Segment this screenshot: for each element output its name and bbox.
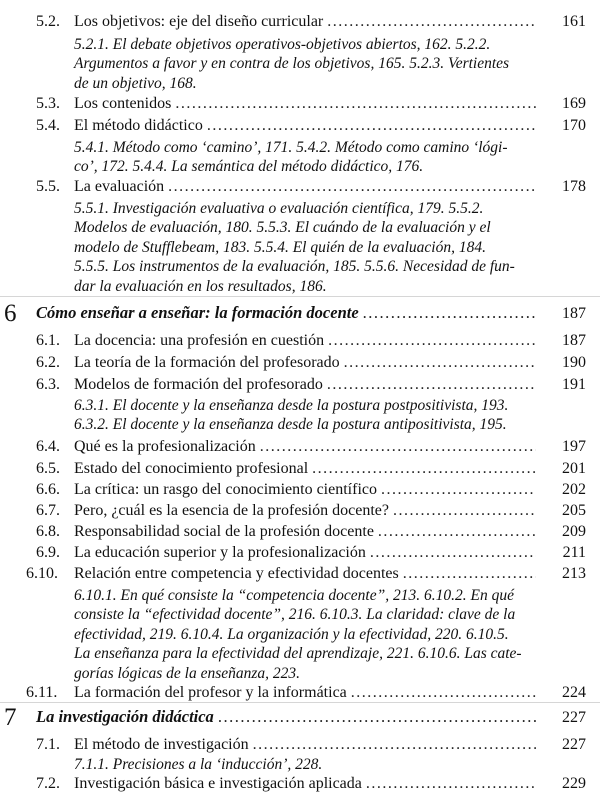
dot-leader bbox=[328, 331, 536, 351]
dot-leader bbox=[351, 683, 536, 703]
divider bbox=[0, 296, 600, 297]
page-number: 202 bbox=[562, 481, 586, 498]
section-title-line bbox=[74, 501, 540, 521]
section-title: Estado del conocimiento profesional bbox=[74, 460, 309, 477]
dot-leader bbox=[344, 353, 536, 373]
subsection-list bbox=[74, 199, 515, 296]
dot-leader bbox=[393, 501, 536, 521]
subsection-line: co’, 172. 5.4.4. La semántica del método didáctico, 176. bbox=[74, 158, 424, 176]
page-number: 229 bbox=[562, 775, 586, 792]
toc-entry bbox=[0, 116, 600, 138]
subsection-line: 5.4.1. Método como ‘camino’, 171. 5.4.2. Método como camino ‘lógi- bbox=[74, 139, 508, 156]
section-number: 7.1. bbox=[36, 736, 60, 753]
toc-entry bbox=[0, 459, 600, 481]
section-number: 5.5. bbox=[36, 178, 60, 195]
section-number: 5.3. bbox=[36, 95, 60, 112]
section-title-line bbox=[74, 480, 540, 500]
page-number: 170 bbox=[562, 117, 586, 134]
section-title: Relación entre competencia y efectividad docentes bbox=[74, 565, 399, 582]
section-title-line bbox=[74, 683, 540, 703]
page-number: 205 bbox=[562, 502, 586, 519]
subsection-line: 5.5.5. Los instrumentos de la evaluación, 185. 5.5.6. Necesidad de fun- bbox=[74, 258, 515, 276]
section-title: La educación superior y la profesionalización bbox=[74, 544, 366, 561]
section-title: Los contenidos bbox=[74, 95, 172, 112]
section-title: Los objetivos: eje del diseño curricular bbox=[74, 13, 324, 30]
section-number: 7.2. bbox=[36, 775, 60, 792]
chapter-number: 6 bbox=[4, 300, 17, 327]
section-title-line bbox=[74, 375, 540, 395]
toc-entry bbox=[0, 375, 600, 397]
dot-leader bbox=[327, 12, 536, 32]
page-number: 161 bbox=[562, 13, 586, 30]
page-number: 227 bbox=[562, 736, 586, 753]
section-title-line bbox=[74, 116, 540, 136]
section-title-line bbox=[74, 331, 540, 351]
section-title: Pero, ¿cuál es la esencia de la profesión docente? bbox=[74, 502, 389, 519]
chapter-heading bbox=[0, 706, 600, 732]
subsection-list bbox=[74, 35, 509, 93]
dot-leader bbox=[260, 437, 536, 457]
subsection-list bbox=[74, 138, 508, 177]
section-title-line bbox=[74, 353, 540, 373]
section-number: 6.3. bbox=[36, 376, 60, 393]
section-number: 6.11. bbox=[26, 684, 58, 701]
dot-leader bbox=[370, 543, 536, 563]
section-number: 6.9. bbox=[36, 544, 60, 561]
section-title-line bbox=[74, 459, 540, 479]
section-title: Modelos de formación del profesorado bbox=[74, 376, 323, 393]
section-number: 6.2. bbox=[36, 354, 60, 371]
page-number: 191 bbox=[562, 376, 586, 393]
page-number: 190 bbox=[562, 354, 586, 371]
section-number: 6.10. bbox=[26, 565, 58, 582]
subsection-line: gorías lógicas de la enseñanza, 223. bbox=[74, 664, 301, 682]
page-number: 227 bbox=[562, 709, 586, 726]
chapter-title: Cómo enseñar a enseñar: la formación docente bbox=[36, 303, 359, 322]
page-number: 209 bbox=[562, 523, 586, 540]
subsection-line: de un objetivo, 168. bbox=[74, 74, 197, 92]
toc-entry bbox=[0, 331, 600, 353]
dot-leader bbox=[378, 522, 536, 542]
toc-entry bbox=[0, 774, 600, 796]
section-number: 6.5. bbox=[36, 460, 60, 477]
section-number: 6.8. bbox=[36, 523, 60, 540]
section-number: 6.1. bbox=[36, 332, 60, 349]
subsection-line: 6.10.1. En qué consiste la “competencia docente”, 213. 6.10.2. En qué bbox=[74, 587, 514, 604]
subsection-line: 5.2.1. El debate objetivos operativos-objetivos abiertos, 162. 5.2.2. bbox=[74, 36, 491, 53]
page-number: 169 bbox=[562, 95, 586, 112]
toc-entry bbox=[0, 12, 600, 34]
subsection-line: consiste la “efectividad docente”, 216. 6.10.3. La claridad: clave de la bbox=[74, 606, 516, 624]
subsection-line: 6.3.1. El docente y la enseñanza desde la postura postpositivista, 193. bbox=[74, 397, 509, 414]
toc-entry bbox=[0, 735, 600, 757]
dot-leader bbox=[381, 480, 536, 500]
divider bbox=[0, 702, 600, 703]
subsection-line: Argumentos a favor y en contra de los objetivos, 165. 5.2.3. Vertientes bbox=[74, 55, 510, 73]
chapter-number: 7 bbox=[4, 704, 17, 731]
section-title: La crítica: un rasgo del conocimiento científico bbox=[74, 481, 377, 498]
toc-entry bbox=[0, 522, 600, 544]
toc-entry bbox=[0, 480, 600, 502]
section-number: 5.4. bbox=[36, 117, 60, 134]
dot-leader bbox=[327, 375, 536, 395]
dot-leader bbox=[253, 735, 536, 755]
page-number: 178 bbox=[562, 178, 586, 195]
section-title-line bbox=[74, 177, 540, 197]
chapter-heading bbox=[0, 302, 600, 328]
subsection-line: 5.5.1. Investigación evaluativa o evaluación científica, 179. 5.5.2. bbox=[74, 200, 484, 217]
subsection-list bbox=[74, 586, 522, 683]
dot-leader bbox=[363, 303, 536, 323]
dot-leader bbox=[218, 707, 536, 727]
dot-leader bbox=[366, 774, 536, 794]
toc-entry bbox=[0, 177, 600, 199]
dot-leader bbox=[168, 177, 536, 197]
dot-leader bbox=[403, 564, 536, 584]
dot-leader bbox=[175, 94, 536, 114]
section-title: El método de investigación bbox=[74, 736, 249, 753]
toc-entry bbox=[0, 94, 600, 116]
section-title: Responsabilidad social de la profesión docente bbox=[74, 523, 374, 540]
section-title-line bbox=[74, 774, 540, 794]
dot-leader bbox=[207, 116, 536, 136]
toc-entry bbox=[0, 437, 600, 459]
page-number: 211 bbox=[562, 544, 586, 561]
section-title-line bbox=[74, 12, 540, 32]
section-number: 5.2. bbox=[36, 13, 60, 30]
section-number: 6.6. bbox=[36, 481, 60, 498]
section-title-line bbox=[74, 522, 540, 542]
toc-entry bbox=[0, 564, 600, 586]
section-title: La docencia: una profesión en cuestión bbox=[74, 332, 325, 349]
chapter-title-line bbox=[36, 707, 540, 727]
section-number: 6.7. bbox=[36, 502, 60, 519]
subsection-line: 6.3.2. El docente y la enseñanza desde la postura antipositivista, 195. bbox=[74, 416, 507, 434]
page-number: 224 bbox=[562, 684, 586, 701]
section-title: Investigación básica e investigación aplicada bbox=[74, 775, 362, 792]
subsection-list bbox=[74, 396, 508, 435]
section-title-line bbox=[74, 564, 540, 584]
section-title: Qué es la profesionalización bbox=[74, 438, 256, 455]
section-title: La teoría de la formación del profesorado bbox=[74, 354, 340, 371]
section-title: La formación del profesor y la informática bbox=[74, 684, 347, 701]
section-title: El método didáctico bbox=[74, 117, 203, 134]
page-number: 187 bbox=[562, 305, 586, 322]
section-title-line bbox=[74, 543, 540, 563]
section-number: 6.4. bbox=[36, 438, 60, 455]
toc-entry bbox=[0, 543, 600, 565]
toc-entry bbox=[0, 501, 600, 523]
section-title-line bbox=[74, 94, 540, 114]
chapter-title: La investigación didáctica bbox=[36, 707, 214, 726]
chapter-title-line bbox=[36, 303, 540, 323]
subsection-line: efectividad, 219. 6.10.4. La organización y la efectividad, 220. 6.10.5. bbox=[74, 625, 509, 643]
section-title-line bbox=[74, 735, 540, 755]
dot-leader bbox=[312, 459, 536, 479]
page-number: 213 bbox=[562, 565, 586, 582]
section-title: La evaluación bbox=[74, 178, 165, 195]
toc-entry bbox=[0, 353, 600, 375]
subsection-line: 7.1.1. Precisiones a la ‘inducción’, 228. bbox=[74, 756, 323, 773]
subsection-list bbox=[74, 755, 322, 774]
page-number: 197 bbox=[562, 438, 586, 455]
page-number: 187 bbox=[562, 332, 586, 349]
page-number: 201 bbox=[562, 460, 586, 477]
section-title-line bbox=[74, 437, 540, 457]
subsection-line: dar la evaluación en los resultados, 186. bbox=[74, 277, 327, 295]
subsection-line: Modelos de evaluación, 180. 5.5.3. El cuándo de la evaluación y el bbox=[74, 219, 491, 237]
subsection-line: La enseñanza para la efectividad del aprendizaje, 221. 6.10.6. Las cate- bbox=[74, 645, 522, 663]
subsection-line: modelo de Stufflebeam, 183. 5.5.4. El quién de la evaluación, 184. bbox=[74, 238, 486, 256]
